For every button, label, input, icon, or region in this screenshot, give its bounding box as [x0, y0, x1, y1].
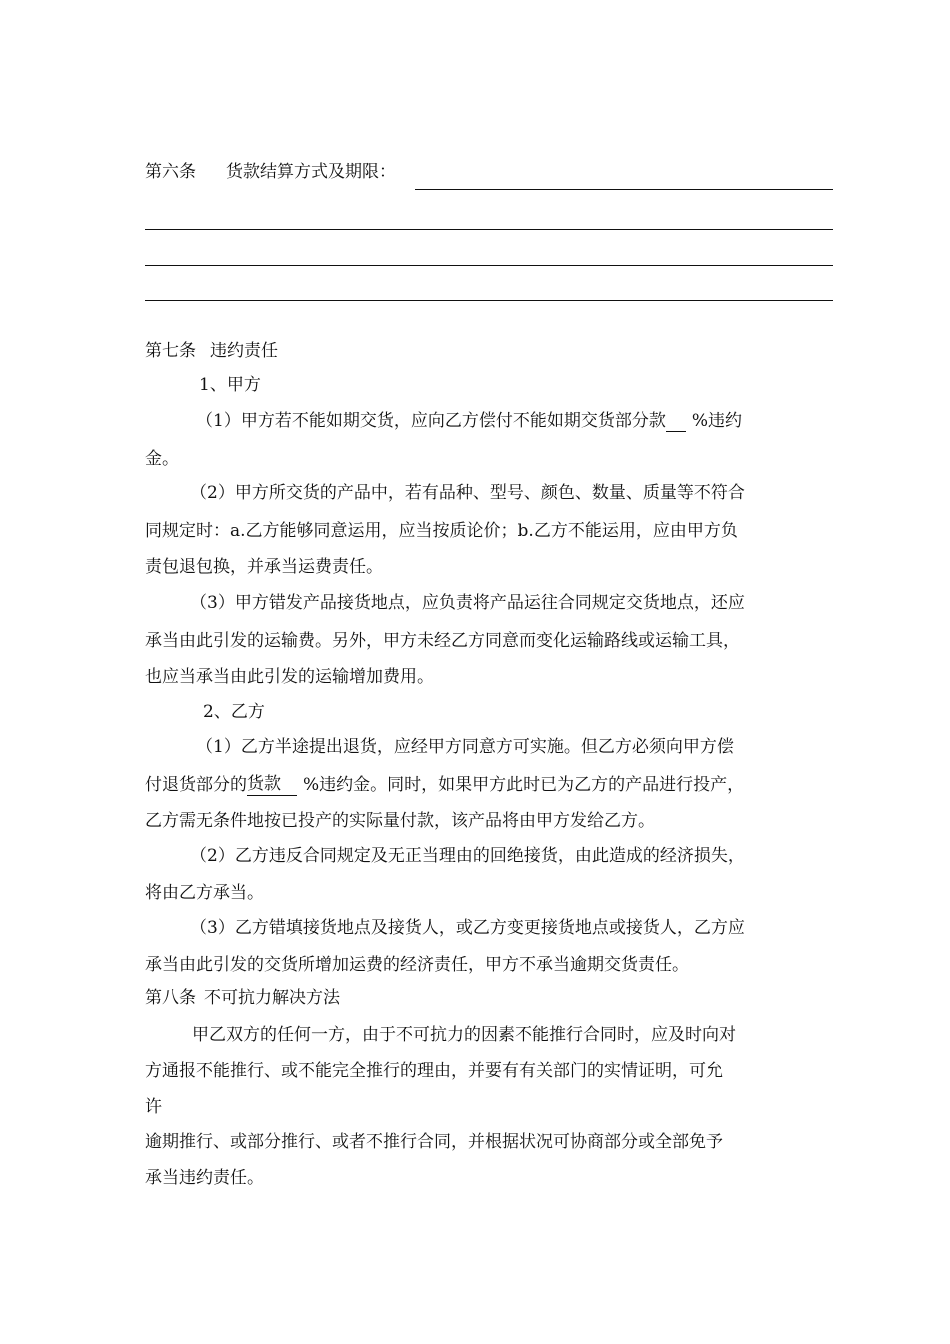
party-a-item3-line2: 承当由此引发的运输费。另外，甲方未经乙方同意而变化运输路线或运输工具，: [145, 631, 740, 651]
party-b-item2-line2: 将由乙方承当。: [145, 883, 264, 903]
party-a-item1-line2: 金。: [145, 449, 179, 469]
party-a-item1-percent: %违约: [691, 411, 742, 431]
article6-number: 第六条: [145, 162, 196, 182]
article7-number: 第七条: [145, 341, 196, 361]
party-a-item2-line1: （2）甲方所交货的产品中，若有品种、型号、颜色、数量、质量等不符合: [190, 483, 745, 503]
party-b-item2-line1: （2）乙方违反合同规定及无正当理由的回绝接货，由此造成的经济损失，: [190, 846, 745, 866]
party-b-item1-line3: 乙方需无条件地按已投产的实际量付款，该产品将由甲方发给乙方。: [145, 811, 655, 831]
article7-title: 违约责任: [210, 341, 278, 361]
party-b-label: 2、乙方: [203, 702, 265, 722]
article8-heading-line: [145, 987, 340, 1009]
penalty-percent-blank-b: [247, 773, 297, 796]
article6-blank-line-3: [145, 265, 833, 266]
party-b-item1-text: 付退货部分的: [145, 775, 247, 795]
article7-heading-line: [145, 340, 278, 362]
party-b-item3-line2: 承当由此引发的交货所增加运费的经济责任，甲方不承当逾期交货责任。: [145, 955, 689, 975]
article8-line4: 逾期推行、或部分推行、或者不推行合同，并根据状况可协商部分或全部免予: [145, 1132, 723, 1152]
article6-heading-line: [145, 161, 396, 183]
party-b-item1-percent: %违约金。同时，如果甲方此时已为乙方的产品进行投产，: [303, 775, 745, 795]
article6-title: 货款结算方式及期限：: [226, 162, 396, 182]
party-a-item3-line1: （3）甲方错发产品接货地点，应负责将产品运往合同规定交货地点，还应: [190, 593, 745, 613]
article8-line2: 方通报不能推行、或不能完全推行的理由，并要有有关部门的实情证明，可允: [145, 1061, 723, 1081]
party-b-item1-line2: [145, 773, 744, 796]
article8-title: 不可抗力解决方法: [204, 988, 340, 1008]
article6-blank-line-2: [145, 229, 833, 230]
party-a-label: 1、甲方: [199, 375, 261, 395]
article8-line3: 许: [145, 1097, 162, 1117]
penalty-percent-blank-a: [666, 413, 686, 432]
party-a-item2-line2: 同规定时：a.乙方能够同意运用，应当按质论价；b.乙方不能运用，应由甲方负: [145, 521, 738, 541]
party-a-item3-line3: 也应当承当由此引发的运输增加费用。: [145, 667, 434, 687]
party-a-item1-text: （1）甲方若不能如期交货，应向乙方偿付不能如期交货部分款: [196, 411, 666, 431]
party-b-item1-underlined: 货款: [247, 774, 281, 794]
party-b-item1-line1: （1）乙方半途提出退货，应经甲方同意方可实施。但乙方必须向甲方偿: [196, 737, 734, 757]
article8-line5: 承当违约责任。: [145, 1168, 264, 1188]
party-a-item2-line3: 责包退包换，并承当运费责任。: [145, 557, 383, 577]
article6-blank-line-4: [145, 300, 833, 301]
article6-blank-line-1: [415, 189, 833, 190]
article8-number: 第八条: [145, 988, 196, 1008]
party-a-item1-line1: [196, 410, 742, 432]
party-b-item3-line1: （3）乙方错填接货地点及接货人，或乙方变更接货地点或接货人，乙方应: [190, 918, 745, 938]
article8-line1: 甲乙双方的任何一方，由于不可抗力的因素不能推行合同时，应及时向对: [192, 1025, 736, 1045]
